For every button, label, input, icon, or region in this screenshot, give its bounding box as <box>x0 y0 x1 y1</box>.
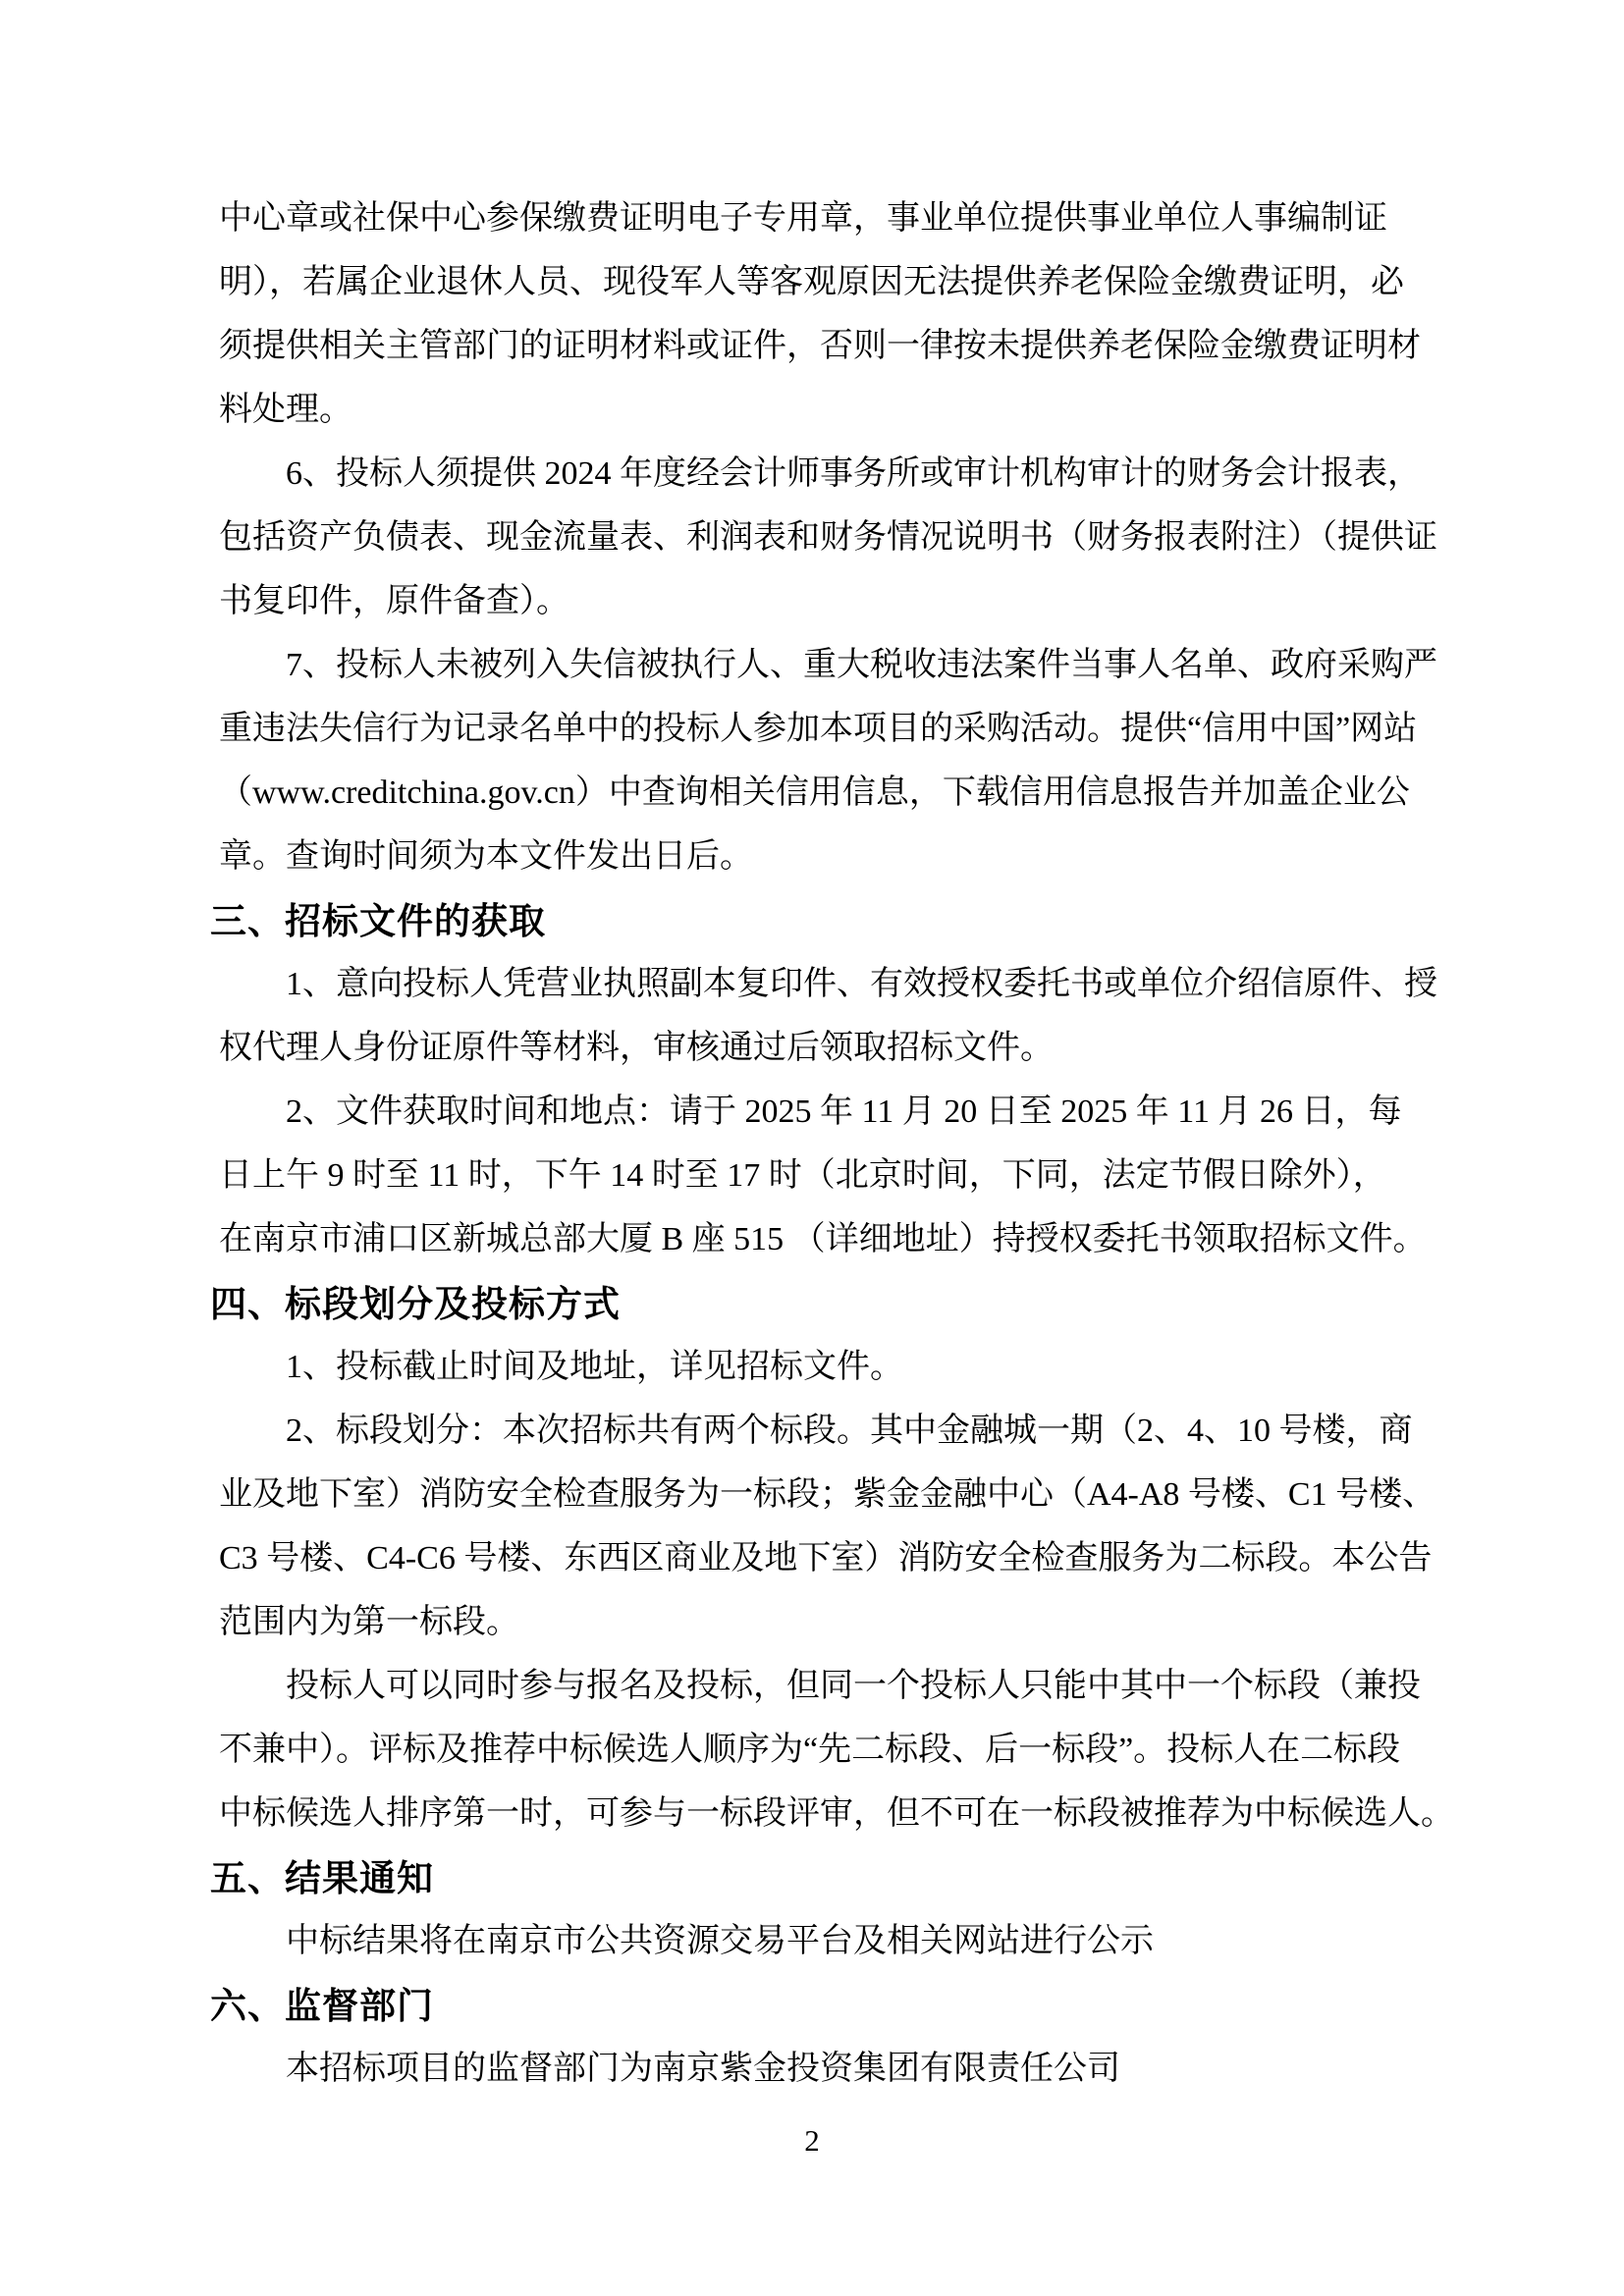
text-line: 6、投标人须提供 2024 年度经会计师事务所或审计机构审计的财务会计报表， <box>286 455 1421 492</box>
text-line: 业及地下室）消防安全检查服务为一标段；紫金金融中心（A4-A8 号楼、C1 号楼、 <box>219 1476 1436 1513</box>
text-line: 中标候选人排序第一时，可参与一标段评审，但不可在一标段被推荐为中标候选人。 <box>219 1795 1454 1832</box>
text-line: 2、标段划分：本次招标共有两个标段。其中金融城一期（2、4、10 号楼，商 <box>286 1413 1413 1449</box>
text-line: 须提供相关主管部门的证明材料或证件，否则一律按未提供养老保险金缴费证明材 <box>219 328 1421 364</box>
text-line: 中标结果将在南京市公共资源交易平台及相关网站进行公示 <box>286 1923 1154 1959</box>
section-heading: 六、监督部门 <box>210 1987 434 2027</box>
text-line: 范围内为第一标段。 <box>219 1604 519 1640</box>
text-line: 投标人可以同时参与报名及投标，但同一个投标人只能中其中一个标段（兼投 <box>286 1668 1421 1704</box>
text-line: 章。查询时间须为本文件发出日后。 <box>219 838 753 875</box>
text-line: 不兼中）。评标及推荐中标候选人顺序为“先二标段、后一标段”。投标人在二标段 <box>219 1732 1401 1768</box>
text-line: 7、投标人未被列入失信被执行人、重大税收违法案件当事人名单、政府采购严 <box>286 647 1437 683</box>
text-line: 料处理。 <box>219 392 352 428</box>
text-line: 包括资产负债表、现金流量表、利润表和财务情况说明书（财务报表附注）（提供证 <box>219 519 1437 556</box>
section-heading: 五、结果通知 <box>210 1859 434 1899</box>
text-line: 1、投标截止时间及地址，详见招标文件。 <box>286 1349 903 1385</box>
text-line: 明），若属企业退休人员、现役军人等客观原因无法提供养老保险金缴费证明，必 <box>219 264 1404 300</box>
text-line: 日上午 9 时至 11 时，下午 14 时至 17 时（北京时间，下同，法定节假日除外）， <box>219 1157 1386 1194</box>
page-number: 2 <box>804 2123 820 2158</box>
text-line: 书复印件，原件备查）。 <box>219 583 569 619</box>
text-line: 在南京市浦口区新城总部大厦 B 座 515 （详细地址）持授权委托书领取招标文件。 <box>219 1221 1427 1257</box>
text-line: （www.creditchina.gov.cn）中查询相关信用信息，下载信用信息报告并加盖企业公 <box>219 774 1410 811</box>
text-line: C3 号楼、C4-C6 号楼、东西区商业及地下室）消防安全检查服务为二标段。本公告 <box>219 1540 1433 1576</box>
text-line: 中心章或社保中心参保缴费证明电子专用章，事业单位提供事业单位人事编制证 <box>219 200 1387 237</box>
text-line: 权代理人身份证原件等材料，审核通过后领取招标文件。 <box>219 1030 1054 1066</box>
text-line: 2、文件获取时间和地点：请于 2025 年 11 月 20 日至 2025 年 11 月 26 日，每 <box>286 1094 1402 1130</box>
text-line: 重违法失信行为记录名单中的投标人参加本项目的采购活动。提供“信用中国”网站 <box>219 711 1418 747</box>
section-heading: 四、标段划分及投标方式 <box>210 1285 621 1325</box>
text-line: 1、意向投标人凭营业执照副本复印件、有效授权委托书或单位介绍信原件、授 <box>286 966 1437 1002</box>
text-line: 本招标项目的监督部门为南京紫金投资集团有限责任公司 <box>286 2051 1120 2087</box>
section-heading: 三、招标文件的获取 <box>210 902 546 942</box>
